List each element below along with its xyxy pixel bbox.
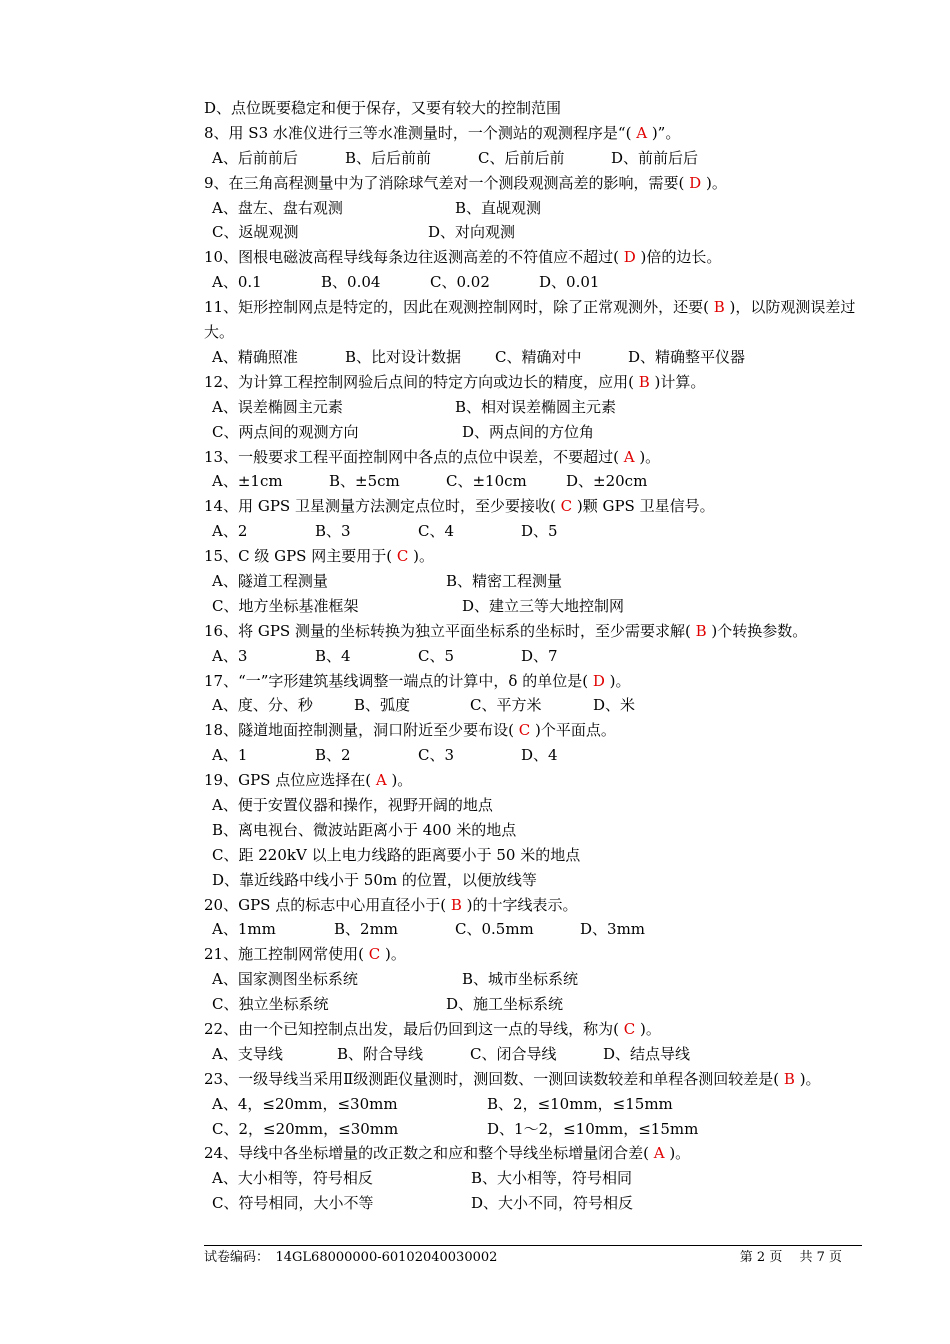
answer-mark: A: [653, 1144, 665, 1163]
option-row: [204, 1166, 884, 1191]
option: A、大小相等，符号相反: [212, 1169, 373, 1188]
question-text: 19、GPS 点位应选择在(: [204, 771, 376, 790]
option-row: [204, 519, 884, 544]
option: A、±1cm: [212, 472, 283, 491]
option-row: [204, 1191, 884, 1216]
option: B、比对设计数据: [345, 347, 462, 366]
option-row: [204, 1042, 884, 1067]
option: B、精密工程测量: [446, 571, 563, 590]
option-row: [204, 818, 884, 843]
question-text: 10、图根电磁波高程导线每条边往返测高差的不符值应不超过(: [204, 248, 624, 267]
answer-mark: C: [623, 1019, 636, 1038]
option: C、独立坐标系统: [212, 995, 329, 1014]
option: C、符号相同，大小不等: [212, 1194, 374, 1213]
option-row: [204, 967, 884, 992]
question-stem: [204, 121, 884, 146]
question-text: 13、一般要求工程平面控制网中各点的点位中误差，不要超过(: [204, 447, 624, 466]
question-text: 11、矩形控制网点是特定的，因此在观测控制网时，除了正常观测外，还要(: [204, 298, 714, 317]
question-stem: [204, 544, 884, 569]
option: D、米: [593, 696, 636, 715]
option: D、3mm: [580, 920, 646, 939]
question-text-end: )。: [408, 547, 434, 566]
option: B、后后前前: [345, 148, 432, 167]
question-stem: [204, 445, 884, 470]
option: C、5: [418, 646, 455, 665]
question-text-end: )。: [380, 945, 406, 964]
option: B、大小相等，符号相同: [471, 1169, 633, 1188]
option: A、3: [212, 646, 248, 665]
option: A、后前前后: [212, 148, 298, 167]
question-stem: [204, 1017, 884, 1042]
option-row: [204, 196, 884, 221]
answer-mark: D: [592, 671, 605, 690]
question-text-end: )个平面点。: [530, 721, 616, 740]
option-row: [204, 693, 884, 718]
option-row: [204, 868, 884, 893]
answer-mark: A: [636, 123, 648, 142]
option-row: [204, 146, 884, 171]
question-stem: [204, 1067, 884, 1092]
question-stem: [204, 669, 884, 694]
option: B、2mm: [334, 920, 399, 939]
option: A、1mm: [212, 920, 276, 939]
option-row: [204, 644, 884, 669]
option: A、1: [212, 746, 248, 765]
option-row: [204, 992, 884, 1017]
option: A、隧道工程测量: [212, 571, 328, 590]
question-text: 14、用 GPS 卫星测量方法测定点位时，至少要接收(: [204, 497, 561, 516]
option: D、±20cm: [566, 472, 648, 491]
option-row: [204, 843, 884, 868]
answer-mark: D: [689, 173, 702, 192]
page-number: 第 2 页 共 7 页: [739, 1250, 842, 1265]
option-row: [204, 220, 884, 245]
option: B、4: [315, 646, 351, 665]
option: A、4，≤20mm，≤30mm: [212, 1094, 398, 1113]
option-line: D、点位既要稳定和便于保存，又要有较大的控制范围: [204, 99, 562, 117]
answer-mark: B: [638, 372, 650, 391]
option: D、结点导线: [603, 1044, 691, 1063]
option: A、便于安置仪器和操作，视野开阔的地点: [212, 795, 493, 814]
option: B、附合导线: [337, 1044, 424, 1063]
option: C、闭合导线: [470, 1044, 557, 1063]
question-stem: [204, 370, 884, 395]
option: D、1～2，≤10mm，≤15mm: [487, 1119, 699, 1138]
option: A、盘左、盘右观测: [212, 198, 343, 217]
option: A、0.1: [212, 273, 262, 292]
option: A、支导线: [212, 1044, 283, 1063]
option: D、0.01: [539, 273, 600, 292]
answer-mark: B: [450, 895, 462, 914]
option: C、返觇观测: [212, 223, 299, 242]
option: B、弧度: [354, 696, 411, 715]
answer-mark: D: [623, 248, 636, 267]
question-text-end: )计算。: [649, 372, 706, 391]
option: D、建立三等大地控制网: [462, 596, 625, 615]
question-stem: [204, 718, 884, 743]
option: C、平方米: [470, 696, 542, 715]
answer-mark: B: [713, 298, 725, 317]
option-row: [204, 1117, 884, 1142]
page-footer: [204, 1245, 862, 1270]
question-stem: [204, 768, 884, 793]
question-stem: [204, 245, 884, 270]
question-text: 23、一级导线当采用Ⅱ级测距仪量测时，测回数、一测回读数较差和单程各测回较差是(: [204, 1069, 784, 1088]
option-row: [204, 594, 884, 619]
question-stem: [204, 893, 884, 918]
question-text-end: )。: [604, 671, 631, 690]
option: D、对向观测: [428, 223, 516, 242]
option: A、国家测图坐标系统: [212, 970, 358, 989]
option: C、精确对中: [495, 347, 582, 366]
option: D、大小不同，符号相反: [471, 1194, 634, 1213]
question-text-end: )，以防观测误差过大。: [204, 298, 856, 342]
question-stem: [204, 494, 884, 519]
option: B、城市坐标系统: [462, 970, 579, 989]
option-row: [204, 270, 884, 295]
option-row: [204, 743, 884, 768]
option: C、±10cm: [446, 472, 527, 491]
option: A、误差椭圆主元素: [212, 397, 343, 416]
answer-mark: C: [368, 945, 381, 964]
option: B、相对误差椭圆主元素: [455, 397, 617, 416]
question-stem: [204, 171, 884, 196]
option: A、精确照准: [212, 347, 298, 366]
answer-mark: C: [560, 497, 573, 516]
question-text: 12、为计算工程控制网验后点间的特定方向或边长的精度，应用(: [204, 372, 639, 391]
answer-mark: B: [695, 621, 707, 640]
option-row: [204, 345, 884, 370]
question-text: 22、由一个已知控制点出发，最后仍回到这一点的导线，称为(: [204, 1019, 624, 1038]
option: C、3: [418, 746, 455, 765]
option: C、距 220kV 以上电力线路的距离要小于 50 米的地点: [212, 845, 581, 864]
option: C、4: [418, 522, 455, 541]
option-row: [204, 569, 884, 594]
option-row: [204, 917, 884, 942]
option: B、2: [315, 746, 351, 765]
option: C、0.5mm: [455, 920, 534, 939]
question-stem: [204, 942, 884, 967]
question-stem: [204, 619, 884, 644]
question-text: 18、隧道地面控制测量，洞口附近至少要布设(: [204, 721, 519, 740]
option: B、3: [315, 522, 351, 541]
question-text-end: )颗 GPS 卫星信号。: [572, 497, 715, 516]
option: B、离电视台、微波站距离小于 400 米的地点: [212, 820, 517, 839]
option-row: [204, 395, 884, 420]
question-list: [204, 96, 884, 1216]
option: C、0.02: [430, 273, 490, 292]
question-text-end: )。: [635, 1019, 661, 1038]
option: D、4: [521, 746, 558, 765]
answer-mark: A: [623, 447, 635, 466]
option: B、0.04: [321, 273, 381, 292]
question-text-end: )倍的边长。: [635, 248, 722, 267]
option: D、靠近线路中线小于 50m 的位置，以便放线等: [212, 870, 537, 889]
option: D、5: [521, 522, 558, 541]
question-stem: [204, 1141, 884, 1166]
question-text-end: )的十字线表示。: [461, 895, 578, 914]
question-text: 15、C 级 GPS 网主要用于(: [204, 547, 397, 566]
option-row: [204, 1092, 884, 1117]
answer-mark: C: [396, 547, 409, 566]
option: B、直觇观测: [455, 198, 542, 217]
option: B、2，≤10mm，≤15mm: [487, 1094, 673, 1113]
option: B、±5cm: [329, 472, 400, 491]
question-text-end: )。: [386, 771, 413, 790]
question-text-end: )。: [701, 173, 727, 192]
question-text: 9、在三角高程测量中为了消除球气差对一个测段观测高差的影响，需要(: [204, 173, 690, 192]
question-text-end: )。: [794, 1069, 821, 1088]
option: C、两点间的观测方向: [212, 422, 359, 441]
option: C、地方坐标基准框架: [212, 596, 359, 615]
option-row: [204, 469, 884, 494]
question-text-end: )个转换参数。: [706, 621, 808, 640]
option: D、精确整平仪器: [628, 347, 746, 366]
question-text: 8、用 S3 水准仪进行三等水准测量时，一个测站的观测程序是“(: [204, 123, 637, 142]
answer-mark: A: [375, 771, 387, 790]
option: C、后前后前: [478, 148, 565, 167]
question-text: 20、GPS 点的标志中心用直径小于(: [204, 895, 451, 914]
answer-mark: C: [518, 721, 531, 740]
option: C、2，≤20mm，≤30mm: [212, 1119, 399, 1138]
exam-code: 试卷编码： 14GL68000000-60102040030002: [204, 1250, 498, 1265]
question-text: 21、施工控制网常使用(: [204, 945, 369, 964]
question-stem: [204, 295, 884, 345]
option-row: [204, 793, 884, 818]
option: D、施工坐标系统: [446, 995, 564, 1014]
option-row: [204, 420, 884, 445]
option: D、前前后后: [611, 148, 699, 167]
answer-mark: B: [783, 1069, 795, 1088]
option: A、2: [212, 522, 248, 541]
question-text-end: )”。: [647, 123, 681, 142]
question-text: 24、导线中各坐标增量的改正数之和应和整个导线坐标增量闭合差(: [204, 1144, 654, 1163]
option: A、度、分、秒: [212, 696, 313, 715]
option: D、7: [521, 646, 558, 665]
question-text-end: )。: [664, 1144, 691, 1163]
question-text: 17、“一”字形建筑基线调整一端点的计算中，δ 的单位是(: [204, 671, 593, 690]
question-text-end: )。: [634, 447, 661, 466]
question-text: 16、将 GPS 测量的坐标转换为独立平面坐标系的坐标时，至少需要求解(: [204, 621, 696, 640]
option: D、两点间的方位角: [462, 422, 595, 441]
